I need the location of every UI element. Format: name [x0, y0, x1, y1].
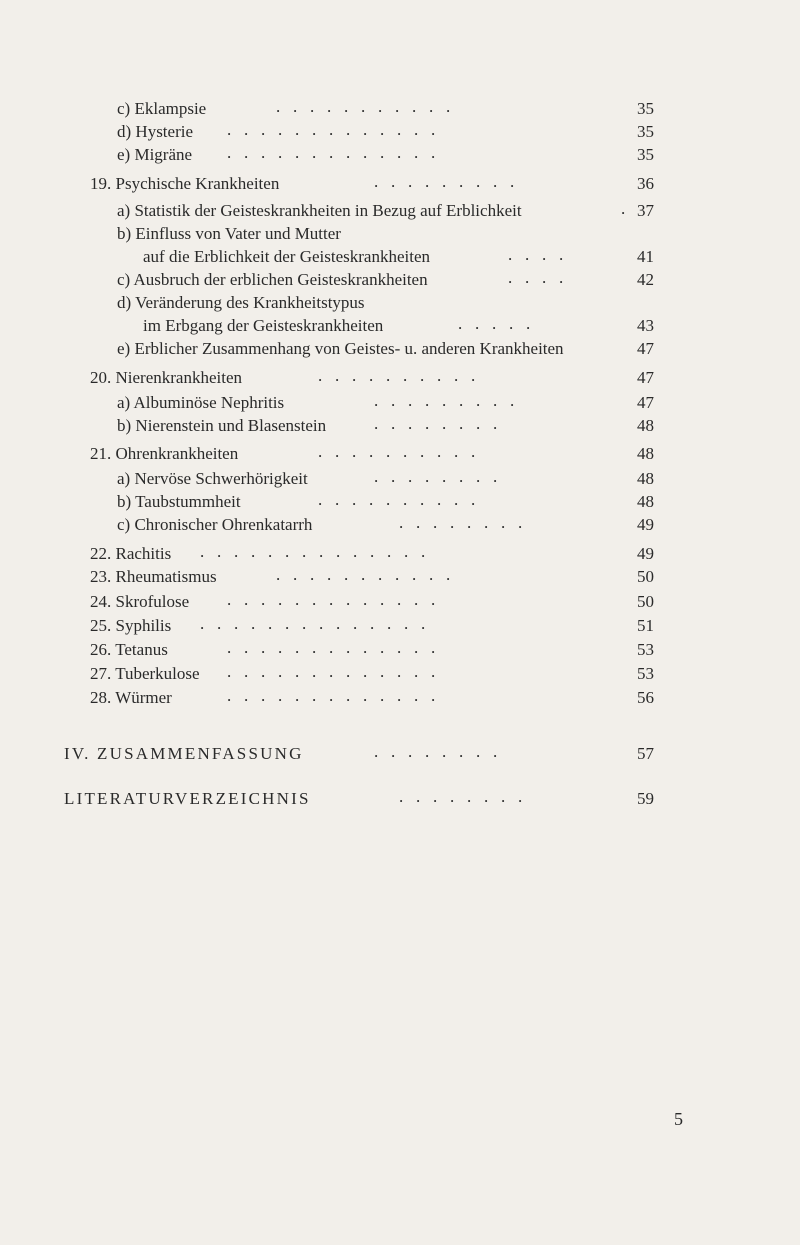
- toc-entry: [117, 391, 284, 415]
- leader-dots: . . . . . . . .: [399, 787, 523, 806]
- toc-entry-label: 28. Würmer: [90, 688, 172, 707]
- toc-entry: [117, 490, 241, 514]
- toc-page-number: 49: [637, 515, 654, 534]
- leader-dots: . . . . . . . . . . .: [276, 565, 451, 584]
- toc-entry: [90, 638, 168, 662]
- leader-dots: . . . . . . . . .: [374, 172, 515, 191]
- toc-page-number: 42: [637, 270, 654, 289]
- leader-dots: . . . . . . . . . .: [318, 366, 476, 385]
- toc-entry: [117, 467, 308, 491]
- leader-dots: . . . . . . . . . . . . .: [227, 120, 436, 139]
- leader-dots: . . . . . . . . . .: [318, 490, 476, 509]
- toc-page-number: 36: [637, 174, 654, 193]
- leader-dots: . . . . . . . . . . . . .: [227, 638, 436, 657]
- toc-entry-label: b) Nierenstein und Blasenstein: [117, 416, 327, 435]
- leader-dots: . . . . . . . . . . . . .: [227, 590, 436, 609]
- toc-entry: [117, 143, 192, 167]
- toc-page-number: 48: [637, 416, 654, 435]
- toc-entry-label: c) Eklampsie: [117, 99, 207, 118]
- toc-entry: [90, 366, 242, 390]
- toc-entry-label: 21. Ohrenkrankheiten: [90, 444, 239, 463]
- toc-entry: [117, 268, 428, 292]
- toc-entry-label: a) Nervöse Schwerhörigkeit: [117, 469, 308, 488]
- toc-entry-label: 26. Tetanus: [90, 640, 168, 659]
- toc-entry-label: e) Erblicher Zusammenhang von Geistes- u. anderen Krankheiten: [117, 339, 564, 358]
- toc-page-number: 47: [637, 368, 654, 387]
- toc-entry: [117, 414, 326, 438]
- toc-entry: [117, 120, 193, 144]
- toc-entry-label: c) Ausbruch der erblichen Geisteskrankheiten: [117, 270, 428, 289]
- toc-entry-label: LITERATURVERZEICHNIS: [64, 789, 311, 808]
- toc-page-number: 50: [637, 592, 654, 611]
- toc-entry-label: 20. Nierenkrankheiten: [90, 368, 242, 387]
- leader-dots: . . . . . . . .: [374, 742, 498, 761]
- toc-entry: [90, 565, 217, 589]
- leader-dots: . . . . . . . . .: [374, 391, 515, 410]
- toc-page-number: 53: [637, 640, 654, 659]
- toc-entry-label: 24. Skrofulose: [90, 592, 190, 611]
- leader-dots: .: [621, 199, 626, 218]
- toc-page-number: 49: [637, 544, 654, 563]
- toc-page-number: 47: [637, 393, 654, 412]
- toc-entry-label: a) Statistik der Geisteskrankheiten in Bezug auf Erblichkeit: [117, 201, 522, 220]
- leader-dots: . . . . . . . . . . .: [276, 97, 451, 116]
- toc-entry-label: a) Albuminöse Nephritis: [117, 393, 285, 412]
- toc-page-number: 35: [637, 145, 654, 164]
- toc-entry-label: b) Taubstummheit: [117, 492, 241, 511]
- toc-entry-label: 25. Syphilis: [90, 616, 172, 635]
- toc-entry: [117, 97, 206, 121]
- toc-section-heading: [64, 787, 311, 811]
- leader-dots: . . . . . . . . . . . . .: [227, 143, 436, 162]
- toc-page-number: 41: [637, 247, 654, 266]
- toc-entry: [117, 199, 522, 223]
- leader-dots: . . . . . . . . . .: [318, 442, 476, 461]
- toc-entry-label: auf die Erblichkeit der Geisteskrankheiten: [143, 247, 430, 266]
- toc-entry-label: c) Chronischer Ohrenkatarrh: [117, 515, 313, 534]
- toc-page-number: 53: [637, 664, 654, 683]
- leader-dots: . . . . . . . . . . . . .: [227, 662, 436, 681]
- leader-dots: . . . . . . . .: [374, 414, 498, 433]
- toc-page-number: 37: [637, 201, 654, 220]
- toc-entry-label: im Erbgang der Geisteskrankheiten: [143, 316, 384, 335]
- leader-dots: . . . . .: [458, 314, 531, 333]
- toc-entry-label: b) Einfluss von Vater und Mutter: [117, 224, 341, 243]
- leader-dots: . . . . . . . . . . . . .: [227, 686, 436, 705]
- leader-dots: . . . . . . . .: [374, 467, 498, 486]
- toc-page-number: 35: [637, 99, 654, 118]
- leader-dots: . . . . . . . .: [399, 513, 523, 532]
- toc-entry-label: 27. Tuberkulose: [90, 664, 200, 683]
- toc-page-number: 51: [637, 616, 654, 635]
- leader-dots: . . . . . . . . . . . . . .: [200, 542, 426, 561]
- toc-entry: [90, 686, 172, 710]
- toc-entry: [117, 291, 365, 315]
- toc-entry-label: 22. Rachitis: [90, 544, 172, 563]
- toc-page-number: 47: [637, 339, 654, 358]
- toc-entry: [90, 662, 200, 686]
- toc-page-number: 48: [637, 492, 654, 511]
- toc-page-number: 50: [637, 567, 654, 586]
- toc-entry: [143, 314, 383, 338]
- toc-entry-label: 23. Rheumatismus: [90, 567, 217, 586]
- page-number: 5: [674, 1109, 683, 1129]
- toc-entry-label: e) Migräne: [117, 145, 193, 164]
- toc-entry-label: IV. ZUSAMMENFASSUNG: [64, 744, 304, 763]
- toc-entry: [143, 245, 430, 269]
- leader-dots: . . . .: [508, 245, 564, 264]
- toc-entry: [90, 542, 171, 566]
- leader-dots: . . . . . . . . . . . . . .: [200, 614, 426, 633]
- toc-page-number: 57: [637, 744, 654, 763]
- toc-section-heading: [64, 742, 304, 766]
- toc-page-number: 48: [637, 469, 654, 488]
- toc-page-number: 48: [637, 444, 654, 463]
- toc-entry: [90, 172, 279, 196]
- leader-dots: . . . .: [508, 268, 564, 287]
- toc-page-number: 56: [637, 688, 654, 707]
- toc-entry: [90, 614, 171, 638]
- toc-entry-label: d) Hysterie: [117, 122, 194, 141]
- toc-entry: [117, 337, 564, 361]
- toc-entry: [117, 222, 341, 246]
- toc-entry-label: 19. Psychische Krankheiten: [90, 174, 280, 193]
- toc-page-number: 43: [637, 316, 654, 335]
- toc-page-number: 35: [637, 122, 654, 141]
- toc-page-number: 59: [637, 789, 654, 808]
- toc-entry: [90, 442, 238, 466]
- toc-entry: [117, 513, 312, 537]
- toc-entry-label: d) Veränderung des Krankheitstypus: [117, 293, 365, 312]
- toc-entry: [90, 590, 189, 614]
